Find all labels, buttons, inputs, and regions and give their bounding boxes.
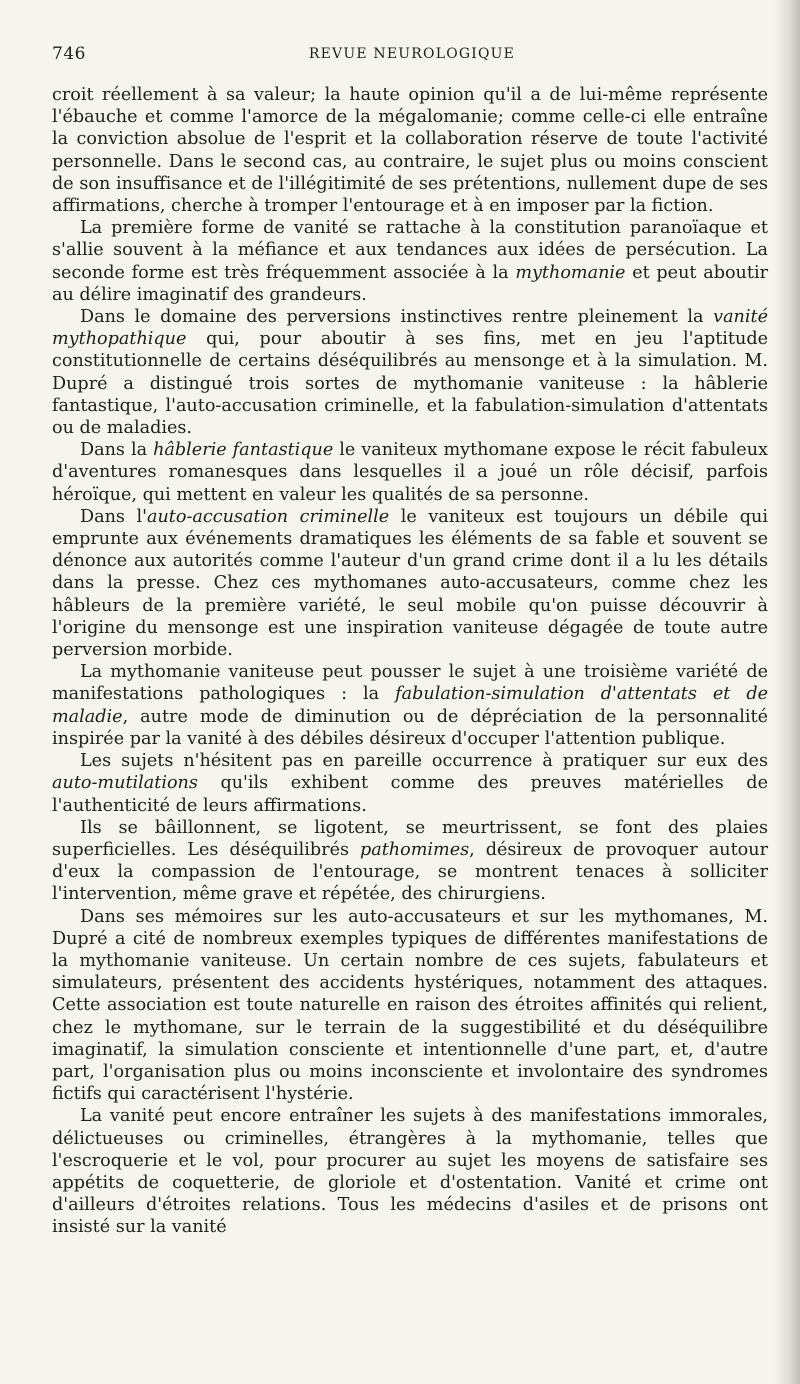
text-run: Dans la — [80, 440, 154, 461]
text-run: Les sujets n'hésitent pas en pareille occurrence à pratiquer sur eux des — [80, 751, 768, 772]
italic-term: auto-mutilations — [52, 773, 198, 794]
paragraph — [52, 439, 768, 506]
paragraph — [52, 661, 768, 750]
page-number: 746 — [52, 44, 86, 64]
text-run: Dans ses mémoires sur les auto-accusateurs et sur les mythomanes, M. Dupré a cité de nombreux exemples typiques de différentes manifestations de la mythomanie vaniteuse. Un certain nombre de ces sujets, fabulateurs et simulateurs, présentent des accidents hystériques, notamment des attaques. Cette association est toute naturelle en raison des étroites affinités qui relient, chez le mythomane, sur le terrain de la suggestibilité et du déséquilibre imaginatif, la simulation consciente et intentionnelle d'une part, et, d'autre part, l'organisation plus ou moins inconsciente et involontaire des syndromes fictifs qui caractérisent l'hystérie. — [52, 906, 768, 1105]
paragraph — [52, 217, 768, 306]
italic-term: auto-accusation criminelle — [146, 506, 390, 527]
text-run: La mythomanie vaniteuse peut pousser le sujet à une troisième variété de manifestations pathologiques : la — [52, 662, 768, 705]
paragraph — [52, 306, 768, 439]
paragraph — [52, 506, 768, 661]
text-run: et peut aboutir au délire imaginatif des grandeurs. — [52, 262, 768, 305]
italic-term: fabulation-simulation d'attentats et de maladie — [52, 684, 769, 727]
italic-term: hâblerie fantastique — [153, 440, 334, 461]
paragraph — [52, 1105, 768, 1238]
italic-term: vanité mythopathique — [52, 307, 768, 350]
text-run: qui, pour aboutir à ses fins, met en jeu l'aptitude constitutionnelle de certains déséquilibrés au mensonge et à la simulation. M. Dupré a distingué trois sortes de mythomanie vaniteuse : la hâblerie fantastique, l'auto-accusation criminelle, et la fabulation-simulation d'attentats ou de maladies. — [52, 329, 768, 439]
text-run: , désireux de provoquer autour d'eux la compassion de l'entourage, se montrent tenaces à solliciter l'intervention, même grave et répétée, des chirurgiens. — [52, 839, 768, 905]
text-run: qu'ils exhibent comme des preuves matérielles de l'authenticité de leurs affirmations. — [52, 773, 768, 816]
scan-shadow-edge — [774, 0, 800, 1384]
italic-term: pathomimes — [359, 839, 470, 860]
paragraph — [52, 750, 768, 817]
text-run: le vaniteux mythomane expose le récit fabuleux d'aventures romanesques dans lesquelles il a joué un rôle décisif, parfois héroïque, qui mettent en valeur les qualités de sa personne. — [52, 440, 768, 505]
page-header — [52, 44, 772, 72]
text-run: La première forme de vanité se rattache à la constitution paranoïaque et s'allie souvent à la méfiance et aux tendances aux idées de persécution. La seconde forme est très fréquemment associée à la — [52, 218, 768, 283]
paragraph — [52, 817, 768, 906]
italic-term: mythomanie — [515, 262, 626, 283]
text-run: La vanité peut encore entraîner les sujets à des manifestations immorales, délictueuses ou criminelles, étrangères à la mythomanie, telles que l'escroquerie et le vol, pour procurer au sujet les moyens de satisfaire ses appétits de coquetterie, de gloriole et d'ostentation. Vanité et crime ont d'ailleurs d'étroites relations. Tous les médecins d'asiles et de prisons ont insisté sur la vanité — [52, 1106, 768, 1238]
paragraph — [52, 84, 768, 217]
text-run: croit réellement à sa valeur; la haute opinion qu'il a de lui-même représente l'ébauche et comme l'amorce de la mégalomanie; comme celle-ci elle entraîne la conviction absolue de l'esprit et la collaboration réserve de toute l'activité personnelle. Dans le second cas, au contraire, le sujet plus ou moins conscient de son insuffisance et de l'illégitimité de ses prétentions, nullement dupe de ses affirmations, cherche à tromper l'entourage et à en imposer par la fiction. — [52, 85, 768, 217]
text-run: Ils se bâillonnent, se ligotent, se meurtrissent, se font des plaies superficielles. Les déséquilibrés — [52, 817, 768, 860]
running-head: REVUE NEUROLOGIQUE — [308, 46, 516, 62]
text-run: , autre mode de diminution ou de dépréciation de la personnalité inspirée par la vanité à des débiles désireux d'occuper l'attention publique. — [52, 706, 768, 749]
body-text — [52, 84, 768, 1239]
paragraph — [52, 906, 768, 1106]
text-run: le vaniteux est toujours un débile qui emprunte aux événements dramatiques les éléments de sa fable et souvent se dénonce aux autorités comme l'auteur d'un grand crime dont il a lu les détails dans la presse. Chez ces mythomanes auto-accusateurs, comme chez les hâbleurs de la première variété, le seul mobile qu'on puisse découvrir à l'origine du mensonge est une inspiration vaniteuse dégagée de toute autre perversion morbide. — [52, 506, 768, 661]
text-run: Dans l' — [80, 506, 147, 527]
text-run: Dans le domaine des perversions instinctives rentre pleinement la — [80, 307, 714, 328]
